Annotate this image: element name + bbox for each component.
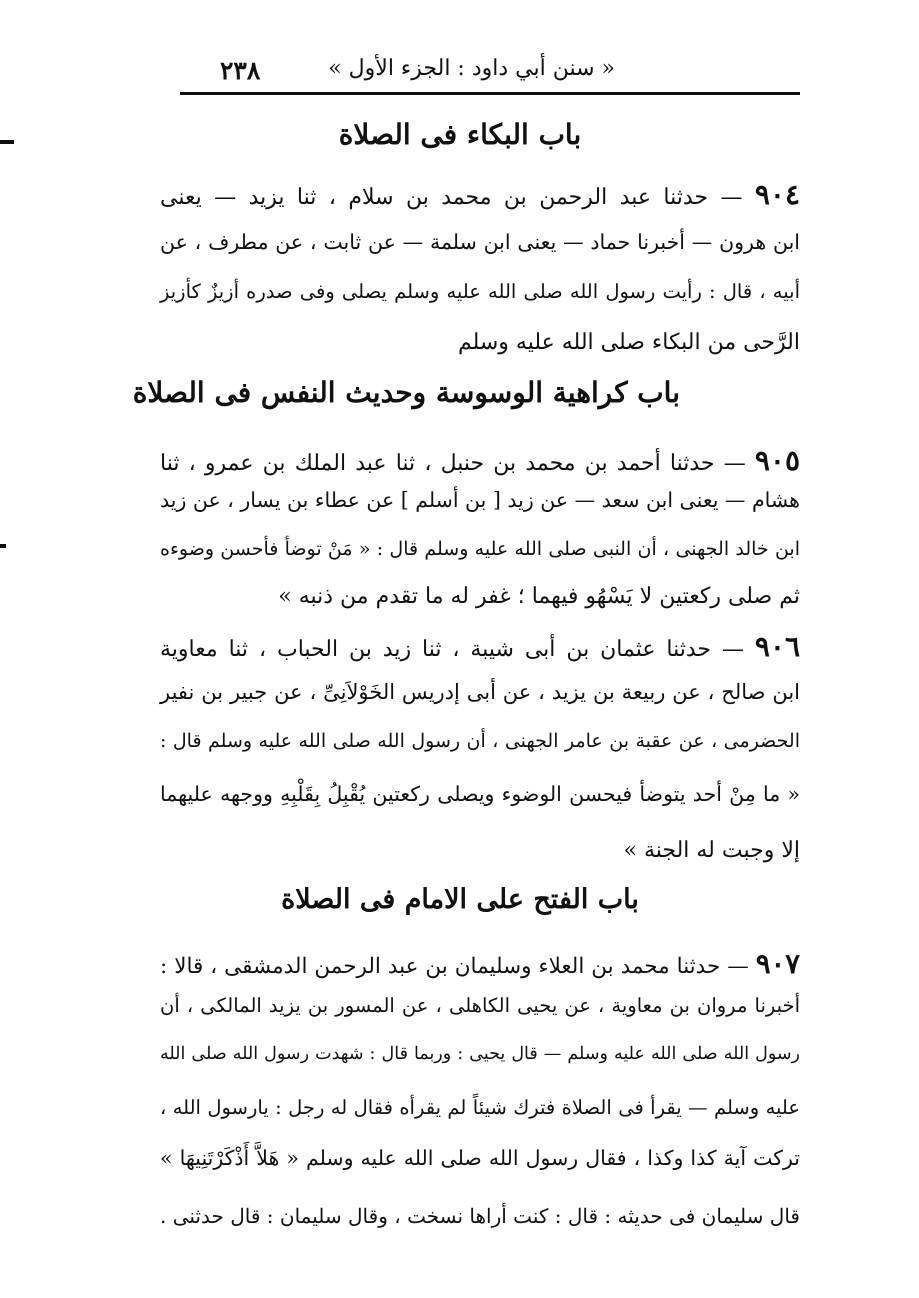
- text-line: أخبرنا مروان بن معاوية ، عن يحيى الكاهلى ، عن المسور بن يزيد المالكى ، أن: [160, 994, 800, 1017]
- section-title: باب البكاء فى الصلاة: [338, 118, 582, 151]
- hadith-text: — حدثنا عثمان بن أبى شيبة ، ثنا زيد بن الحباب ، ثنا معاوية: [160, 637, 744, 662]
- page-number: ٢٣٨: [220, 56, 261, 85]
- text-line: قال سليمان فى حديثه : قال : كنت أراها نسخت ، وقال سليمان : قال حدثنى .: [160, 1204, 800, 1228]
- text-line: أبيه ، قال : رأيت رسول الله صلى الله عليه وسلم يصلى وفى صدره أزيزٌ كأزيز: [160, 280, 800, 303]
- text-line: [160, 444, 800, 477]
- text-line: [160, 630, 800, 663]
- text-line: رسول الله صلى الله عليه وسلم — قال يحيى : وربما قال : شهدت رسول الله صلى الله: [160, 1044, 800, 1064]
- text-line: إلا وجبت له الجنة »: [623, 838, 800, 863]
- text-line: « ما مِنْ أحد يتوضأ فيحسن الوضوء ويصلى ركعتين يُقْبِلُ بِقَلْبِهِ ووجهه عليهما: [160, 782, 800, 806]
- section-title: باب كراهية الوسوسة وحديث النفس فى الصلاة: [132, 376, 680, 409]
- hadith-number: ٩٠٦: [754, 630, 801, 663]
- text-line: عليه وسلم — يقرأ فى الصلاة فترك شيئاً لم يقرأه فقال له رجل : يارسول الله ،: [160, 1096, 800, 1119]
- text-line: [160, 178, 800, 211]
- header-rule: [180, 92, 800, 95]
- text-line: الرَّحى من البكاء صلى الله عليه وسلم: [457, 330, 800, 355]
- text-line: ثم صلى ركعتين لا يَسْهُو فيهما ؛ غفر له ما تقدم من ذنبه »: [278, 584, 800, 609]
- text-line: ابن خالد الجهنى ، أن النبى صلى الله عليه وسلم قال : « مَنْ توضأ فأحسن وضوءه: [160, 538, 800, 560]
- hadith-number: ٩٠٤: [754, 178, 801, 211]
- hadith-number: ٩٠٥: [754, 444, 800, 477]
- text-line: الحضرمى ، عن عقبة بن عامر الجهنى ، أن رسول الله صلى الله عليه وسلم قال :: [160, 730, 800, 752]
- margin-mark: [0, 544, 6, 548]
- hadith-text: — حدثنا عبد الرحمن بن محمد بن سلام ، ثنا يزيد — يعنى: [160, 185, 743, 210]
- hadith-text: — حدثنا محمد بن العلاء وسليمان بن عبد الرحمن الدمشقى ، قالا :: [160, 954, 749, 979]
- page-header: [180, 44, 800, 84]
- text-line: ابن هرون — أخبرنا حماد — يعنى ابن سلمة — عن ثابت ، عن مطرف ، عن: [160, 230, 800, 254]
- text-line: [160, 948, 800, 980]
- section-title: باب الفتح على الامام فى الصلاة: [281, 884, 639, 915]
- hadith-text: — حدثنا أحمد بن محمد بن حنبل ، ثنا عبد الملك بن عمرو ، ثنا: [160, 451, 746, 476]
- text-line: ابن صالح ، عن ربيعة بن يزيد ، عن أبى إدريس الخَوْلاَنِىِّ ، عن جبير بن نفير: [160, 680, 800, 704]
- running-title: « سنن أبي داود : الجزء الأول »: [328, 56, 615, 81]
- text-line: تركت آية كذا وكذا ، فقال رسول الله صلى الله عليه وسلم « هَلاَّ أَذْكَرْتَنِيهَا »: [160, 1146, 800, 1170]
- text-line: هشام — يعنى ابن سعد — عن زيد [ بن أسلم ] عن عطاء بن يسار ، عن زيد: [160, 488, 800, 512]
- margin-mark: [0, 140, 14, 144]
- hadith-number: ٩٠٧: [755, 948, 800, 980]
